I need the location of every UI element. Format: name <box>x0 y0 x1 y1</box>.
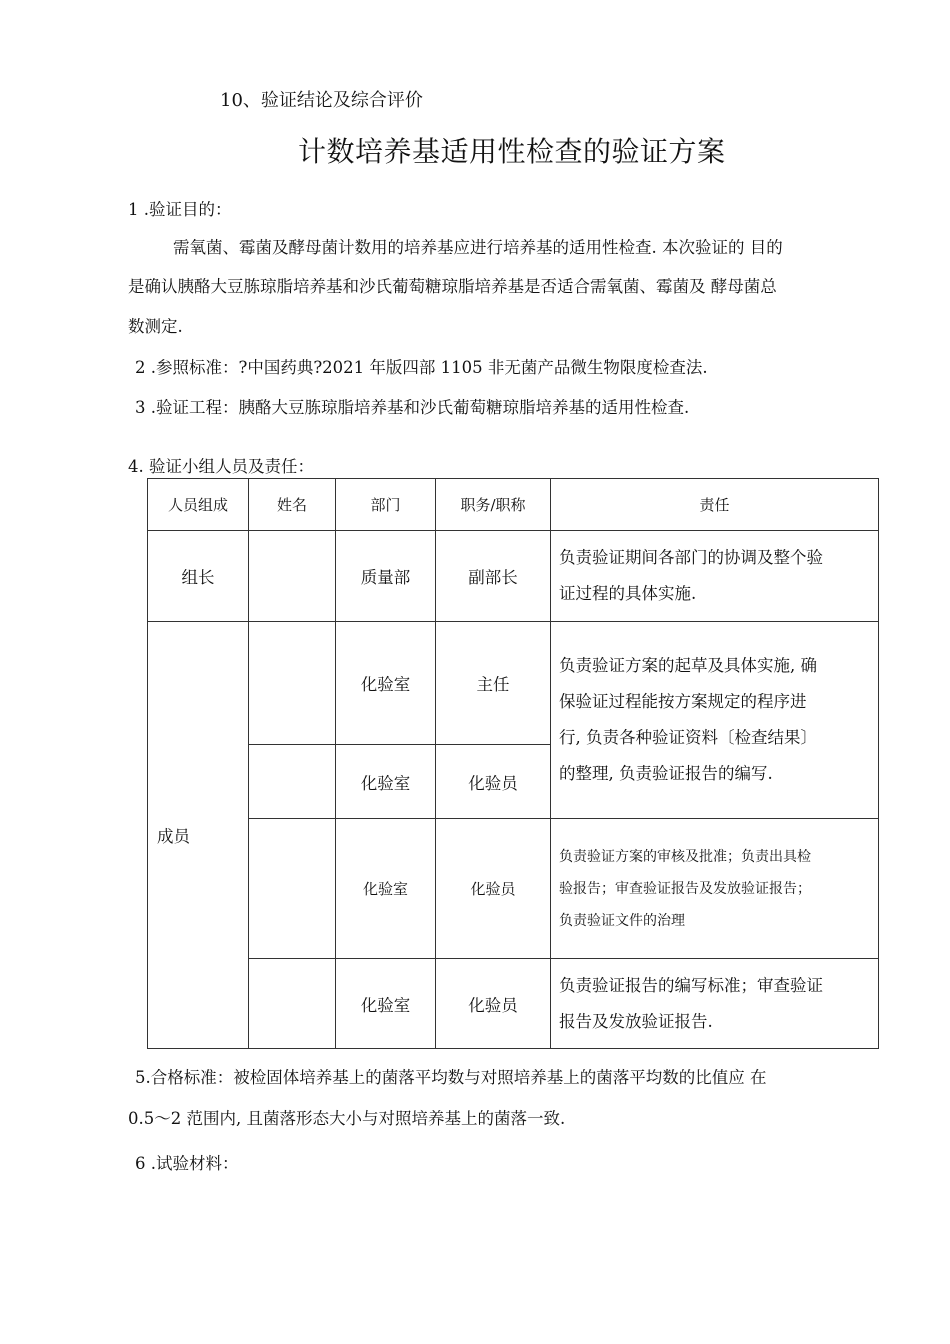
table-row-member-4 <box>148 959 879 1049</box>
section-2-reference: 2 .参照标准：?中国药典?2021 年版四部 1105 非无菌产品微生物限度检查法. <box>135 358 708 377</box>
header-name: 姓名 <box>249 479 336 531</box>
member-3-dept: 化验室 <box>336 819 436 959</box>
section-10-heading: 10、验证结论及综合评价 <box>220 90 423 111</box>
table-row-member-3 <box>148 819 879 959</box>
section-6-heading: 6 .试验材料： <box>135 1154 239 1173</box>
member-1-dept: 化验室 <box>336 622 436 745</box>
table-header-row <box>148 479 879 531</box>
section-5-line-1: 5.合格标准：被检固体培养基上的菌落平均数与对照培养基上的菌落平均数的比值应 在 <box>135 1068 767 1087</box>
member-4-responsibility <box>551 959 879 1049</box>
member-2-dept: 化验室 <box>336 745 436 819</box>
section-1-line-1: 需氧菌、霉菌及酵母菌计数用的培养基应进行培养基的适用性检查. 本次验证的 目的 <box>173 238 783 257</box>
section-1-line-3: 数测定. <box>128 317 183 336</box>
member-2-title: 化验员 <box>436 745 551 819</box>
leader-dept: 质量部 <box>336 531 436 622</box>
member-3-resp-line-3: 负责验证文件的治理 <box>559 912 685 929</box>
leader-role: 组长 <box>148 531 249 622</box>
members-1-2-responsibility <box>551 622 879 819</box>
member-4-resp-line-1: 负责验证报告的编写标准；审查验证 <box>559 975 823 995</box>
leader-name <box>249 531 336 622</box>
member-4-resp-line-2: 报告及发放验证报告. <box>559 1011 713 1031</box>
member-3-responsibility <box>551 819 879 959</box>
table-row-leader <box>148 531 879 622</box>
header-dept: 部门 <box>336 479 436 531</box>
member-3-name <box>249 819 336 959</box>
member-1-name <box>249 622 336 745</box>
resp-a-line-4: 的整理, 负责验证报告的编写. <box>559 764 773 783</box>
resp-a-line-1: 负责验证方案的起草及具体实施, 确 <box>559 656 817 675</box>
section-5-line-2: 0.5〜2 范围内, 且菌落形态大小与对照培养基上的菌落一致. <box>128 1109 566 1128</box>
resp-a-line-3: 行, 负责各种验证资料〔检查结果〕 <box>559 728 817 747</box>
member-3-title: 化验员 <box>436 819 551 959</box>
table-row-member-1 <box>148 622 879 745</box>
section-4-heading: 4. 验证小组人员及责任： <box>128 457 314 476</box>
member-4-title: 化验员 <box>436 959 551 1049</box>
member-3-resp-line-1: 负责验证方案的审核及批准；负责出具检 <box>559 848 811 865</box>
member-2-name <box>249 745 336 819</box>
header-role: 人员组成 <box>148 479 249 531</box>
team-table <box>147 478 879 1049</box>
leader-title: 副部长 <box>436 531 551 622</box>
resp-a-line-2: 保验证过程能按方案规定的程序进 <box>559 692 807 711</box>
leader-resp-line-1: 负责验证期间各部门的协调及整个验 <box>559 548 823 567</box>
members-label: 成员 <box>148 622 249 1049</box>
section-1-heading: 1 .验证目的： <box>128 200 232 219</box>
section-3-project: 3 .验证工程：胰酪大豆胨琼脂培养基和沙氏葡萄糖琼脂培养基的适用性检查. <box>135 398 690 417</box>
member-1-title: 主任 <box>436 622 551 745</box>
header-title: 职务/职称 <box>436 479 551 531</box>
leader-resp-line-2: 证过程的具体实施. <box>559 584 697 603</box>
leader-responsibility <box>551 531 879 622</box>
document-title: 计数培养基适用性检查的验证方案 <box>298 135 726 168</box>
member-4-dept: 化验室 <box>336 959 436 1049</box>
member-3-resp-line-2: 验报告；审查验证报告及发放验证报告； <box>559 880 811 897</box>
header-responsibility: 责任 <box>551 479 879 531</box>
member-4-name <box>249 959 336 1049</box>
section-1-line-2: 是确认胰酪大豆胨琼脂培养基和沙氏葡萄糖琼脂培养基是否适合需氧菌、霉菌及 酵母菌总 <box>128 277 777 296</box>
